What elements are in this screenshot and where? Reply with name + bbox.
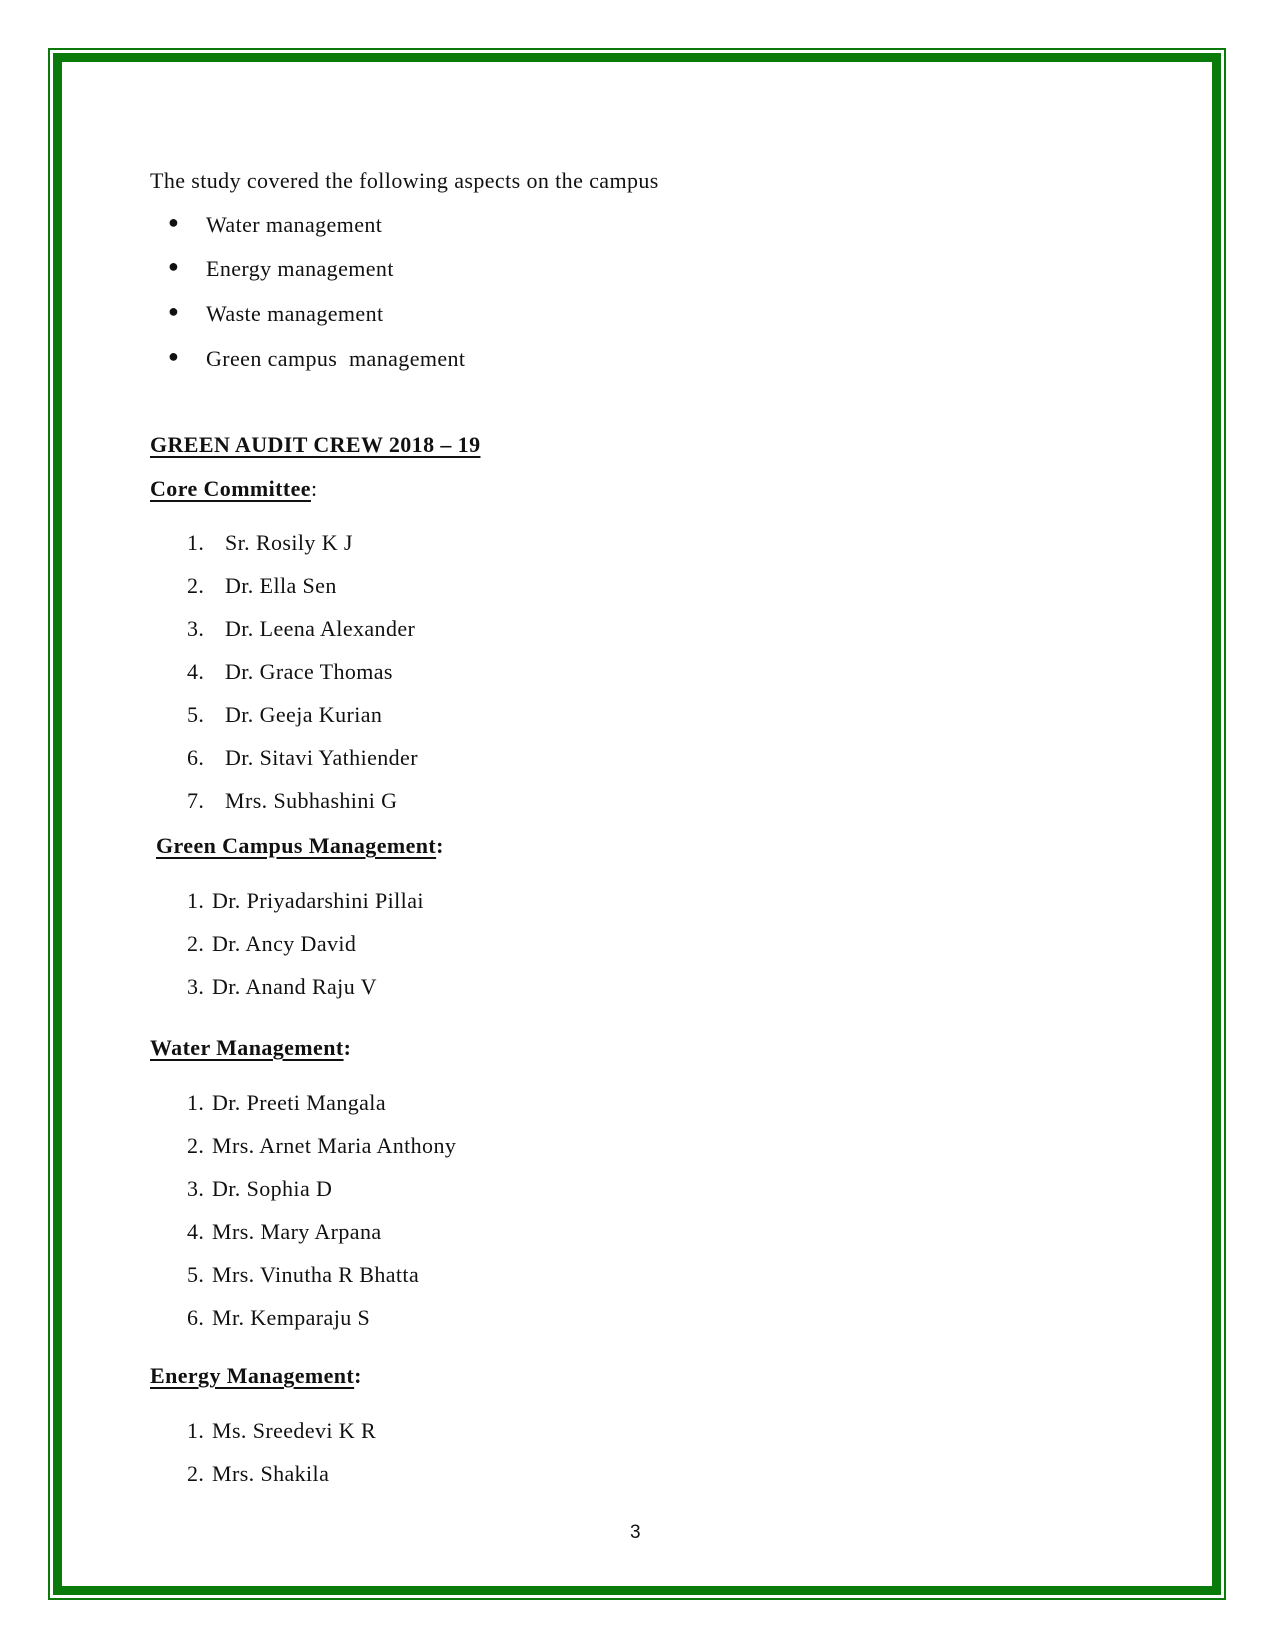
list-item: 5. Mrs. Vinutha R Bhatta xyxy=(187,1262,420,1287)
list-item: 6. Mr. Kemparaju S xyxy=(187,1305,371,1330)
list-item: 1. Ms. Sreedevi K R xyxy=(187,1418,377,1443)
document-page: The study covered the following aspects on the campus ● Water management ● Energy management ● Waste management ● Green campus management GREEN AUDIT CREW 2018 – 19 Core Committee: 1. Sr. Rosily K J 2. Dr. Ella Sen 3. Dr. Leena Alexander 4. Dr. Grace Thomas 5. Dr. Geeja Kurian 6. Dr. Sitavi Yathiender 7. Mrs. Subhashini G Green Campus Management: 1. Dr. Priyadarshini Pillai 2. Dr. Ancy David 3. Dr. Anand Raju V Water Management: 1. Dr. Preeti Mangala 2. Mrs. Arnet Maria Anthony 3. Dr. Sophia D 4. Mrs. Mary Arpana 5. Mrs. Vinutha R Bhatta 6. Mr. Kemparaju S Energy Management: 1. Ms. Sreedevi K R 2. Mrs. Shakila 3 xyxy=(150,168,659,1543)
list-item: 2. Dr. Ella Sen xyxy=(187,573,337,598)
intro-text: The study covered the following aspects on the campus xyxy=(150,168,659,193)
bullet-icon: ● xyxy=(168,346,180,366)
list-item: 5. Dr. Geeja Kurian xyxy=(187,702,383,727)
crew-title: GREEN AUDIT CREW 2018 – 19 xyxy=(150,432,481,457)
list-item: 4. Mrs. Mary Arpana xyxy=(187,1219,382,1244)
bullet-icon: ● xyxy=(168,212,180,232)
list-item: 7. Mrs. Subhashini G xyxy=(187,788,398,813)
section-heading-green-campus: Green Campus Management: xyxy=(156,833,444,858)
list-item: 4. Dr. Grace Thomas xyxy=(187,659,393,684)
list-item: 6. Dr. Sitavi Yathiender xyxy=(187,745,418,770)
bullet-icon: ● xyxy=(168,301,180,321)
list-item: 2. Dr. Ancy David xyxy=(187,931,357,956)
list-item: 1. Sr. Rosily K J xyxy=(187,530,353,555)
list-item: 2. Mrs. Arnet Maria Anthony xyxy=(187,1133,457,1158)
list-item: 2. Mrs. Shakila xyxy=(187,1461,330,1486)
list-item: 1. Dr. Preeti Mangala xyxy=(187,1090,386,1115)
list-item: 1. Dr. Priyadarshini Pillai xyxy=(187,888,424,913)
section-heading-core-committee: Core Committee: xyxy=(150,476,318,501)
bullet-icon: ● xyxy=(168,256,180,276)
list-item: 3. Dr. Anand Raju V xyxy=(187,974,377,999)
list-item: 3. Dr. Sophia D xyxy=(187,1176,333,1201)
page-number: 3 xyxy=(630,1522,641,1543)
section-heading-water: Water Management: xyxy=(150,1035,352,1060)
section-heading-energy: Energy Management: xyxy=(150,1363,362,1388)
list-item: 3. Dr. Leena Alexander xyxy=(187,616,416,641)
